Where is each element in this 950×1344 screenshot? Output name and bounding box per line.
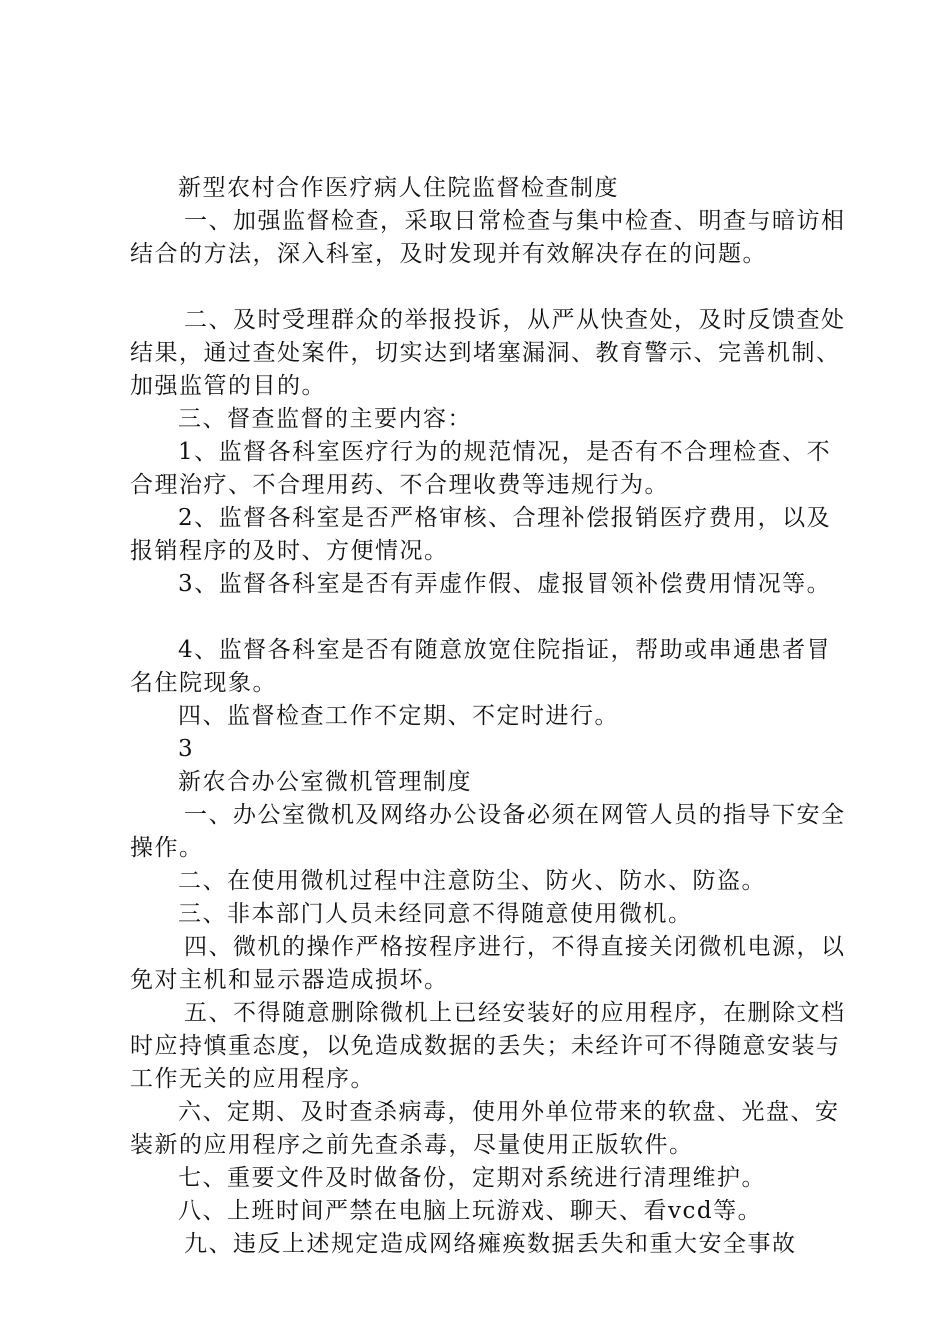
document-body [130, 172, 850, 1261]
paragraph-item: 2、监督各科室是否严格审核、合理补偿报销医疗费用，以及报销程序的及时、方便情况。 [130, 505, 832, 564]
blank-line [130, 601, 850, 634]
paragraph-item: 二、及时受理群众的举报投诉，从严从快查处，及时反馈查处结果，通过查处案件，切实达到堵塞漏洞、教育警示、完善机制、加强监管的目的。 [130, 307, 846, 399]
paragraph-item: 1、监督各科室医疗行为的规范情况，是否有不合理检查、不合理治疗、不合理用药、不合理收费等违规行为。 [130, 439, 832, 498]
paragraph-item: 一、加强监督检查，采取日常检查与集中检查、明查与暗访相结合的方法，深入科室，及时发现并有效解决存在的问题。 [130, 208, 846, 267]
paragraph-item: 三、非本部门人员未经同意不得随意使用微机。 [178, 901, 693, 927]
paragraph-item: 六、定期、及时查杀病毒，使用外单位带来的软盘、光盘、安装新的应用程序之前先查杀毒，尽量使用正版软件。 [130, 1099, 840, 1158]
paragraph-item: 五、不得随意删除微机上已经安装好的应用程序，在删除文档时应持慎重态度，以免造成数据的丢失；未经许可不得随意安装与工作无关的应用程序。 [130, 1000, 846, 1092]
paragraph-item: 四、微机的操作严格按程序进行，不得直接关闭微机电源，以免对主机和显示器造成损坏。 [130, 934, 846, 993]
paragraph-item: 4、监督各科室是否有随意放宽住院指证，帮助或串通患者冒名住院现象。 [130, 637, 832, 696]
blank-line [130, 271, 850, 304]
paragraph-item: 3、监督各科室是否有弄虚作假、虚报冒领补偿费用情况等。 [178, 571, 832, 597]
section-title-inspection: 新型农村合作医疗病人住院监督检查制度 [178, 175, 619, 201]
paragraph-item: 三、督查监督的主要内容： [178, 406, 472, 432]
paragraph-item: 八、上班时间严禁在电脑上玩游戏、聊天、看vcd等。 [178, 1198, 763, 1224]
paragraph-item: 二、在使用微机过程中注意防尘、防火、防水、防盗。 [178, 868, 766, 894]
page-number-text: 3 [178, 736, 195, 762]
paragraph-item: 九、违反上述规定造成网络瘫痪数据丢失和重大安全事故 [184, 1231, 797, 1257]
paragraph-item: 七、重要文件及时做备份，定期对系统进行清理维护。 [178, 1165, 766, 1191]
paragraph-item: 一、办公室微机及网络办公设备必须在网管人员的指导下安全操作。 [130, 802, 846, 861]
paragraph-item: 四、监督检查工作不定期、不定时进行。 [178, 703, 619, 729]
section-title-computer: 新农合办公室微机管理制度 [178, 769, 472, 795]
